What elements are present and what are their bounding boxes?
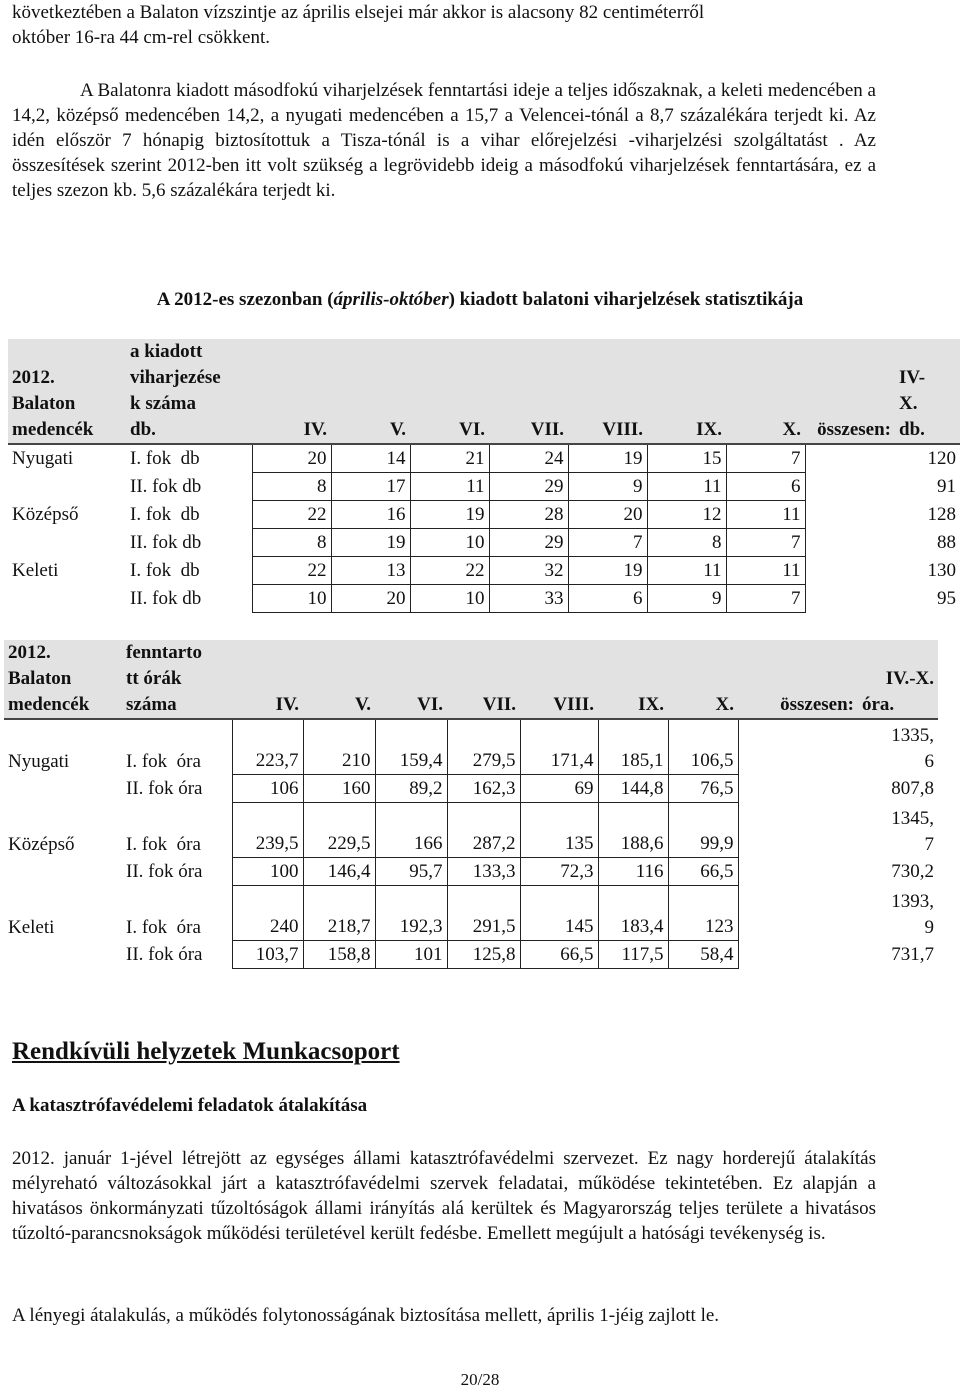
value-cell: 6	[568, 585, 647, 613]
value-cell: 291,5	[447, 886, 520, 941]
value-cell: 171,4	[520, 719, 598, 775]
value-cell: 7	[726, 585, 805, 613]
value-cell: 8	[252, 473, 331, 501]
value-cell: 24	[489, 444, 568, 473]
value-cell: 8	[252, 529, 331, 557]
value-cell: 69	[520, 775, 598, 803]
header-month: VII.	[489, 339, 568, 444]
value-cell: 29	[489, 529, 568, 557]
value-cell: 16	[331, 501, 410, 529]
sum-cell: 130	[927, 560, 956, 581]
header-hours-line-3: száma	[126, 694, 177, 715]
value-cell: 166	[375, 803, 447, 858]
header-hours-line-1: fenntarto	[126, 642, 202, 663]
table-row	[4, 775, 938, 803]
level-cell: I. fok db	[130, 448, 200, 470]
value-cell: 11	[647, 557, 726, 585]
paragraph-2: A Balatonra kiadott másodfokú viharjelzések fenntartási ideje a teljes időszaknak, a keleti medencében a 14,2, középső medencében 14,2, a nyugati medencében a 15,7 a Velencei-tónál a 8,7 százalékára terjedt ki. Az idén először 7 hónapig biztosítottuk a Tisza-tónál is a vihar előrejelzési -viharjelzési szolgáltatást . Az összesítések szerint 2012-ben itt volt szükség a legrövidebb ideig a másodfokú viharjelzések fenntartására, ez a teljes szezon kb. 5,6 százalékára terjedt ki.	[12, 80, 876, 201]
level-cell: I. fok óra	[126, 750, 201, 772]
value-cell: 66,5	[668, 858, 738, 886]
value-cell: 17	[331, 473, 410, 501]
value-cell: 20	[252, 444, 331, 473]
value-cell: 279,5	[447, 719, 520, 775]
value-cell: 9	[647, 585, 726, 613]
header-month: V.	[331, 339, 410, 444]
sum-line-1: 1335,	[891, 724, 934, 746]
header-count-line-4: db.	[130, 419, 156, 440]
table-row	[8, 529, 960, 557]
value-cell: 239,5	[232, 803, 303, 858]
header-basin-line-3: medencék	[8, 694, 90, 715]
value-cell: 19	[410, 501, 489, 529]
sum-line-2: 807,8	[891, 778, 934, 799]
value-cell: 145	[520, 886, 598, 941]
paragraph-1	[12, 0, 876, 50]
section-heading: Rendkívüli helyzetek Munkacsoport	[12, 1038, 400, 1065]
table-row	[8, 501, 960, 529]
value-cell: 66,5	[520, 941, 598, 969]
spacer-cell	[805, 529, 895, 557]
value-cell: 229,5	[303, 803, 375, 858]
header-basin	[4, 640, 122, 719]
value-cell: 123	[668, 886, 738, 941]
value-cell: 117,5	[598, 941, 668, 969]
value-cell: 146,4	[303, 858, 375, 886]
table-caption	[0, 289, 960, 311]
page-number: 20/28	[460, 1370, 500, 1389]
sum-cell: 120	[927, 448, 956, 470]
level-cell: II. fok óra	[126, 861, 203, 882]
header-sum-line-2: X.	[899, 393, 918, 414]
value-cell: 15	[647, 444, 726, 473]
section-subheading: A katasztrófavédelemi feladatok átalakítása	[12, 1095, 368, 1116]
value-cell: 188,6	[598, 803, 668, 858]
table-row	[4, 858, 938, 886]
value-cell: 19	[331, 529, 410, 557]
sum-cell: 95	[937, 588, 956, 609]
value-cell: 185,1	[598, 719, 668, 775]
value-cell: 22	[252, 557, 331, 585]
table-header-row	[4, 640, 938, 719]
paragraph-3: 2012. január 1-jével létrejött az egységes állami katasztrófavédelmi szervezet. Ez nagy horderejű átalakítás mélyreható változásokkal járt a katasztrófavédelmi szervek feladatai, működése tekintetében. Ez alapján a hivatásos önkormányzati tűzoltóságok állami irányítás alá kerültek és Magyarország teljes területe a hivatásos tűzoltó-parancsnokságok működési területével került fedésbe. Emellett megújult a hatósági tevékenység is.	[12, 1148, 876, 1244]
header-month: VIII.	[520, 640, 598, 719]
level-cell: II. fok óra	[126, 944, 203, 965]
basin-cell	[8, 585, 126, 613]
value-cell: 8	[647, 529, 726, 557]
caption-italic: április-október	[333, 289, 449, 310]
paragraph-1-line-1: következtében a Balaton vízszintje az április elsejei már akkor is alacsony 82 centiméterről	[12, 2, 705, 23]
level-cell: I. fok db	[130, 560, 200, 581]
value-cell: 135	[520, 803, 598, 858]
value-cell: 160	[303, 775, 375, 803]
header-month: VI.	[375, 640, 447, 719]
header-month: IX.	[647, 339, 726, 444]
basin-cell	[8, 529, 126, 557]
value-cell: 133,3	[447, 858, 520, 886]
value-cell: 72,3	[520, 858, 598, 886]
table-row	[4, 719, 938, 775]
spacer-cell	[805, 444, 895, 473]
sum-cell	[858, 941, 938, 969]
value-cell: 22	[252, 501, 331, 529]
header-basin-line-2: Balaton	[12, 393, 76, 414]
value-cell: 10	[252, 585, 331, 613]
value-cell: 144,8	[598, 775, 668, 803]
header-sum-line-2: óra.	[862, 694, 895, 715]
header-sum-line-1: IV-	[899, 367, 926, 388]
value-cell: 22	[410, 557, 489, 585]
level-cell: II. fok óra	[126, 778, 203, 799]
paragraph-4: A lényegi átalakulás, a működés folytonosságának biztosítása mellett, április 1-jéig zajlott le.	[12, 1305, 720, 1326]
header-sum-line-1: IV.-X.	[885, 668, 934, 689]
header-count-line-1: a kiadott	[130, 341, 203, 362]
value-cell: 162,3	[447, 775, 520, 803]
table-row	[8, 557, 960, 585]
value-cell: 116	[598, 858, 668, 886]
header-count-line-2: viharjezése	[130, 367, 221, 388]
basin-cell: Középső	[8, 833, 75, 855]
value-cell: 218,7	[303, 886, 375, 941]
sum-line-2: 730,2	[891, 861, 934, 882]
value-cell: 11	[410, 473, 489, 501]
caption-before: A 2012-es szezonban (	[156, 289, 334, 310]
sum-line-1: 1345,	[891, 807, 934, 829]
header-month: IV.	[232, 640, 303, 719]
header-sum	[895, 339, 960, 444]
spacer-cell	[738, 886, 858, 941]
value-cell: 7	[726, 529, 805, 557]
value-cell: 101	[375, 941, 447, 969]
header-basin-line-3: medencék	[12, 419, 94, 440]
header-count-line-3: k száma	[130, 393, 196, 414]
value-cell: 32	[489, 557, 568, 585]
spacer-cell	[805, 585, 895, 613]
value-cell: 20	[331, 585, 410, 613]
header-month: X.	[668, 640, 738, 719]
header-month: X.	[726, 339, 805, 444]
table-row	[8, 444, 960, 473]
header-month: IX.	[598, 640, 668, 719]
header-basin-line-1: 2012.	[12, 367, 55, 388]
table-row	[4, 803, 938, 858]
header-month: IV.	[252, 339, 331, 444]
value-cell: 159,4	[375, 719, 447, 775]
value-cell: 12	[647, 501, 726, 529]
value-cell: 11	[647, 473, 726, 501]
value-cell: 20	[568, 501, 647, 529]
value-cell: 29	[489, 473, 568, 501]
sum-line-2: 6	[924, 750, 934, 772]
value-cell: 11	[726, 557, 805, 585]
header-basin-line-1: 2012.	[8, 642, 51, 663]
value-cell: 223,7	[232, 719, 303, 775]
value-cell: 9	[568, 473, 647, 501]
basin-cell: Keleti	[8, 916, 55, 938]
spacer-cell	[738, 719, 858, 775]
sum-cell	[858, 858, 938, 886]
header-month: VI.	[410, 339, 489, 444]
value-cell: 240	[232, 886, 303, 941]
sum-cell: 88	[937, 532, 956, 553]
value-cell: 210	[303, 719, 375, 775]
table-row	[8, 473, 960, 501]
value-cell: 103,7	[232, 941, 303, 969]
header-month: VIII.	[568, 339, 647, 444]
header-sum	[858, 640, 938, 719]
value-cell: 13	[331, 557, 410, 585]
value-cell: 100	[232, 858, 303, 886]
paragraph-1-line-2: október 16-ra 44 cm-rel csökkent.	[12, 27, 270, 48]
warning-hours-table	[4, 640, 938, 969]
sum-line-2: 7	[924, 833, 934, 855]
spacer-cell	[738, 941, 858, 969]
value-cell: 125,8	[447, 941, 520, 969]
warnings-count-table	[8, 339, 960, 613]
value-cell: 14	[331, 444, 410, 473]
header-total: összesen:	[805, 339, 895, 444]
header-basin-line-2: Balaton	[8, 668, 72, 689]
header-month: V.	[303, 640, 375, 719]
basin-cell	[8, 473, 126, 501]
value-cell: 33	[489, 585, 568, 613]
sum-line-2: 731,7	[891, 944, 934, 965]
value-cell: 99,9	[668, 803, 738, 858]
spacer-cell	[738, 803, 858, 858]
table-row	[8, 585, 960, 613]
header-count	[126, 339, 252, 444]
header-total: összesen:	[738, 640, 858, 719]
value-cell: 21	[410, 444, 489, 473]
value-cell: 76,5	[668, 775, 738, 803]
caption-after: ) kiadott balatoni viharjelzések statisztikája	[448, 289, 804, 310]
value-cell: 10	[410, 585, 489, 613]
sum-cell: 91	[937, 476, 956, 497]
level-cell: I. fok db	[130, 504, 200, 525]
sum-cell	[858, 719, 938, 775]
value-cell: 158,8	[303, 941, 375, 969]
value-cell: 19	[568, 557, 647, 585]
basin-cell: Nyugati	[8, 750, 70, 772]
spacer-cell	[805, 557, 895, 585]
spacer-cell	[805, 501, 895, 529]
level-cell: I. fok óra	[126, 833, 201, 855]
header-month: VII.	[447, 640, 520, 719]
level-cell: I. fok óra	[126, 916, 201, 938]
table-header-row	[8, 339, 960, 444]
value-cell: 192,3	[375, 886, 447, 941]
header-basin	[8, 339, 126, 444]
value-cell: 7	[568, 529, 647, 557]
basin-cell	[4, 941, 122, 969]
header-hours	[122, 640, 232, 719]
value-cell: 106	[232, 775, 303, 803]
basin-cell	[4, 775, 122, 803]
sum-cell	[858, 775, 938, 803]
spacer-cell	[805, 473, 895, 501]
header-hours-line-2: tt órák	[126, 668, 182, 689]
level-cell: II. fok db	[130, 532, 202, 553]
basin-cell	[4, 858, 122, 886]
value-cell: 58,4	[668, 941, 738, 969]
value-cell: 7	[726, 444, 805, 473]
value-cell: 287,2	[447, 803, 520, 858]
value-cell: 28	[489, 501, 568, 529]
sum-cell: 128	[927, 504, 956, 525]
table-row	[4, 941, 938, 969]
value-cell: 10	[410, 529, 489, 557]
sum-cell	[858, 803, 938, 858]
spacer-cell	[738, 858, 858, 886]
sum-line-1: 1393,	[891, 890, 934, 912]
value-cell: 19	[568, 444, 647, 473]
value-cell: 95,7	[375, 858, 447, 886]
basin-cell: Nyugati	[12, 448, 74, 470]
basin-cell: Keleti	[12, 560, 59, 581]
level-cell: II. fok db	[130, 588, 202, 609]
level-cell: II. fok db	[130, 476, 202, 497]
value-cell: 183,4	[598, 886, 668, 941]
basin-cell: Középső	[12, 504, 79, 525]
spacer-cell	[738, 775, 858, 803]
value-cell: 89,2	[375, 775, 447, 803]
table-row	[4, 886, 938, 941]
value-cell: 106,5	[668, 719, 738, 775]
value-cell: 6	[726, 473, 805, 501]
value-cell: 11	[726, 501, 805, 529]
header-sum-line-3: db.	[899, 419, 925, 440]
sum-cell	[858, 886, 938, 941]
sum-line-2: 9	[924, 916, 934, 938]
